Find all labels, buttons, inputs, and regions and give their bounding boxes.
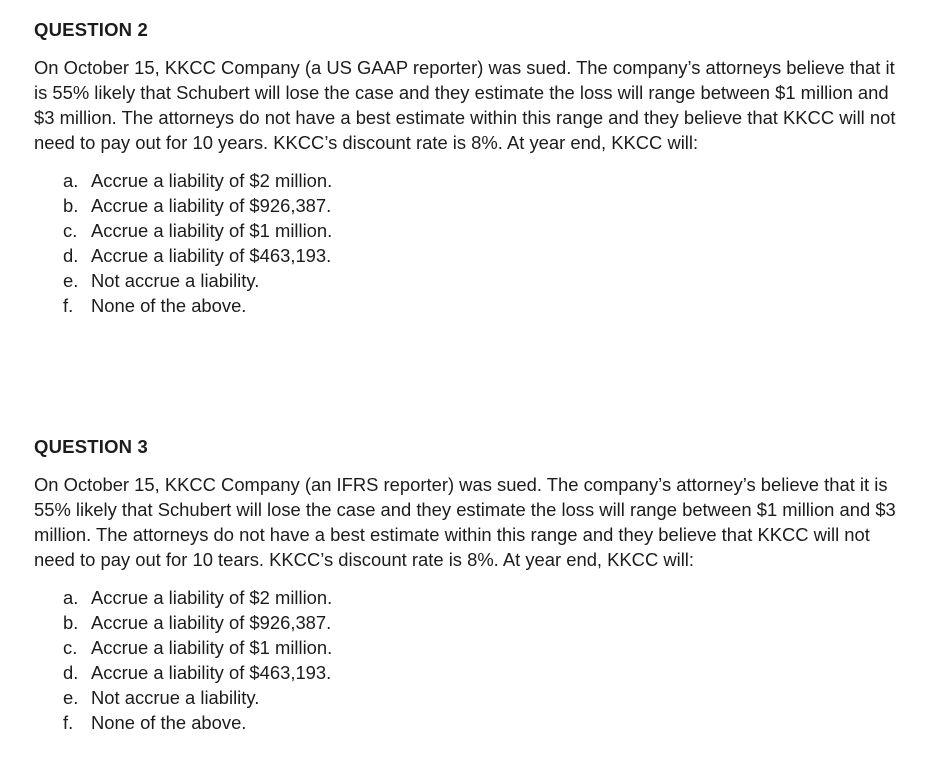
answer-options (34, 585, 904, 735)
question-title: QUESTION 2 (34, 19, 149, 40)
question-text: On October 15, KKCC Company (an IFRS reporter) was sued. The company’s attorney’s believe that it is 55% likely that Schubert will lose the case and they estimate the loss will range between $1 million and $3 million. The attorneys do not have a best estimate within this range and they believe that KKCC will not need to pay out for 10 tears. KKCC’s discount rate is 8%. At year end, KKCC will: (34, 474, 896, 570)
option-letter: a. (63, 170, 79, 191)
option-c (34, 635, 904, 660)
option-text: Accrue a liability of $463,193. (91, 245, 332, 266)
question-2 (34, 18, 904, 318)
option-c (34, 218, 904, 243)
question-title: QUESTION 3 (34, 436, 149, 457)
option-b (34, 193, 904, 218)
option-letter: b. (63, 195, 79, 216)
option-letter: c. (63, 220, 78, 241)
option-text: Not accrue a liability. (91, 270, 260, 291)
option-e (34, 685, 904, 710)
option-text: Accrue a liability of $463,193. (91, 662, 332, 683)
option-a (34, 168, 904, 193)
option-text: None of the above. (91, 712, 247, 733)
answer-options (34, 168, 904, 318)
option-letter: e. (63, 270, 79, 291)
option-f (34, 710, 904, 735)
option-text: Accrue a liability of $2 million. (91, 587, 333, 608)
option-e (34, 268, 904, 293)
option-text: Not accrue a liability. (91, 687, 260, 708)
option-letter: e. (63, 687, 79, 708)
option-letter: d. (63, 662, 79, 683)
option-letter: f. (63, 712, 74, 733)
option-letter: c. (63, 637, 78, 658)
option-d (34, 243, 904, 268)
option-text: Accrue a liability of $926,387. (91, 612, 332, 633)
option-text: Accrue a liability of $2 million. (91, 170, 333, 191)
option-a (34, 585, 904, 610)
option-letter: b. (63, 612, 79, 633)
option-b (34, 610, 904, 635)
option-letter: f. (63, 295, 74, 316)
question-text: On October 15, KKCC Company (a US GAAP reporter) was sued. The company’s attorneys believe that it is 55% likely that Schubert will lose the case and they estimate the loss will range between $1 million and $3 million. The attorneys do not have a best estimate within this range and they believe that KKCC will not need to pay out for 10 years. KKCC’s discount rate is 8%. At year end, KKCC will: (34, 57, 896, 153)
option-f (34, 293, 904, 318)
option-text: Accrue a liability of $926,387. (91, 195, 332, 216)
option-d (34, 660, 904, 685)
question-3 (34, 435, 904, 735)
option-letter: d. (63, 245, 79, 266)
option-text: Accrue a liability of $1 million. (91, 220, 333, 241)
option-letter: a. (63, 587, 79, 608)
option-text: None of the above. (91, 295, 247, 316)
option-text: Accrue a liability of $1 million. (91, 637, 333, 658)
